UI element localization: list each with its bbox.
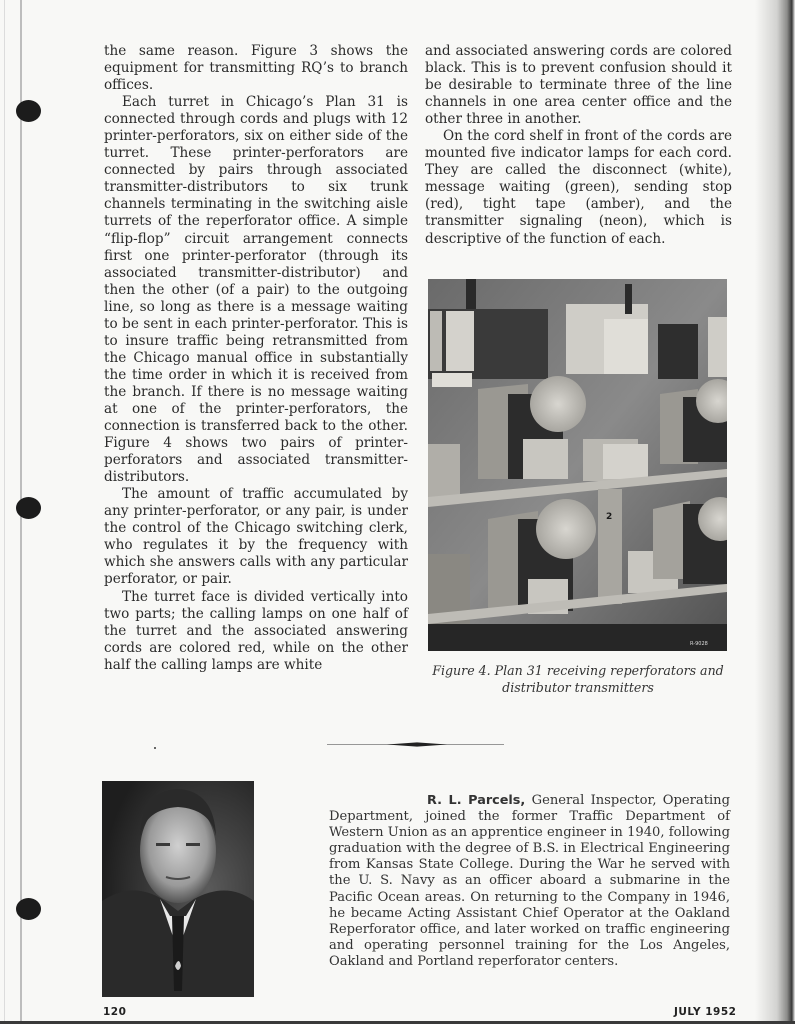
binder-hole <box>16 497 41 519</box>
right-text-column <box>425 43 732 248</box>
author-portrait <box>102 781 254 997</box>
photo-code: R-9028 <box>690 641 708 647</box>
section-divider <box>327 742 504 747</box>
stray-mark <box>154 747 156 749</box>
page-right-edge-shadow <box>755 0 795 1024</box>
paragraph: The turret face is divided vertically into two parts; the calling lamps on one half of the turret and the associated answering cords are colored red, while on the other half the calling lamps are white <box>104 588 408 673</box>
paragraph: and associated answering cords are colored black. This is to prevent confusion should it be desirable to terminate three of the line channels in one area center office and the other three in another. <box>425 43 732 128</box>
binder-hole <box>16 898 41 920</box>
author-bio-text: General Inspector, Operating Department, joined the former Traffic Department of Western Union as an apprentice engineer in 1940, following graduation with the degree of B.S. in Electrical Engineering from Kansas State College. During the War he served with the U. S. Navy as an officer aboard a submarine in the Pacific Ocean areas. On returning to the Company in 1946, he became Acting Assistant Chief Operator at the Oakland Reperforator office, and later worked on traffic engineering and operating personnel training for the Los Angeles, Oakland and Portland reperforator centers. <box>329 793 730 969</box>
author-bio <box>329 793 730 970</box>
photo-label: 2 <box>606 512 613 522</box>
figure-4-photo <box>428 279 727 651</box>
left-text-column <box>104 43 408 674</box>
issue-date: JULY 1952 <box>674 1006 737 1018</box>
paragraph: the same reason. Figure 3 shows the equipment for transmitting RQ’s to branch offices. <box>104 43 408 94</box>
paragraph: Each turret in Chicago’s Plan 31 is connected through cords and plugs with 12 printer-perforators, six on either side of the turret. These printer-perforators are connected by pairs through associated transmitter-distributors to six trunk channels terminating in the switching aisle turrets of the reperforator office. A simple “flip-flop” circuit arrangement connects first one printer-perforator (through its associated transmitter-distributor) and then the other (of a pair) to the outgoing line, so long as there is a message waiting to be sent in each printer-perforator. This is to insure traffic being retransmitted from the Chicago manual office in substantially the time order in which it is received from the branch. If there is no message waiting at one of the printer-perforators, the connection is transferred back to the other. Figure 4 shows two pairs of printer-perforators and associated transmitter-distributors. <box>104 94 408 486</box>
binder-hole <box>16 100 41 122</box>
figure-caption: Figure 4. Plan 31 receiving reperforators and distributor transmitters <box>432 663 724 695</box>
page-number: 120 <box>103 1006 127 1018</box>
paragraph: The amount of traffic accumulated by any printer-perforator, or any pair, is under the control of the Chicago switching clerk, who regulates it by the frequency with which she answers calls with any particular perforator, or pair. <box>104 486 408 588</box>
page-edge-line <box>4 0 5 1024</box>
author-name: R. L. Parcels, <box>427 793 526 808</box>
paragraph: On the cord shelf in front of the cords are mounted five indicator lamps for each cord. They are called the disconnect (white), message waiting (green), sending stop (red), tight tape (amber), and the transmitter signaling (neon), which is descriptive of the function of each. <box>425 128 732 247</box>
